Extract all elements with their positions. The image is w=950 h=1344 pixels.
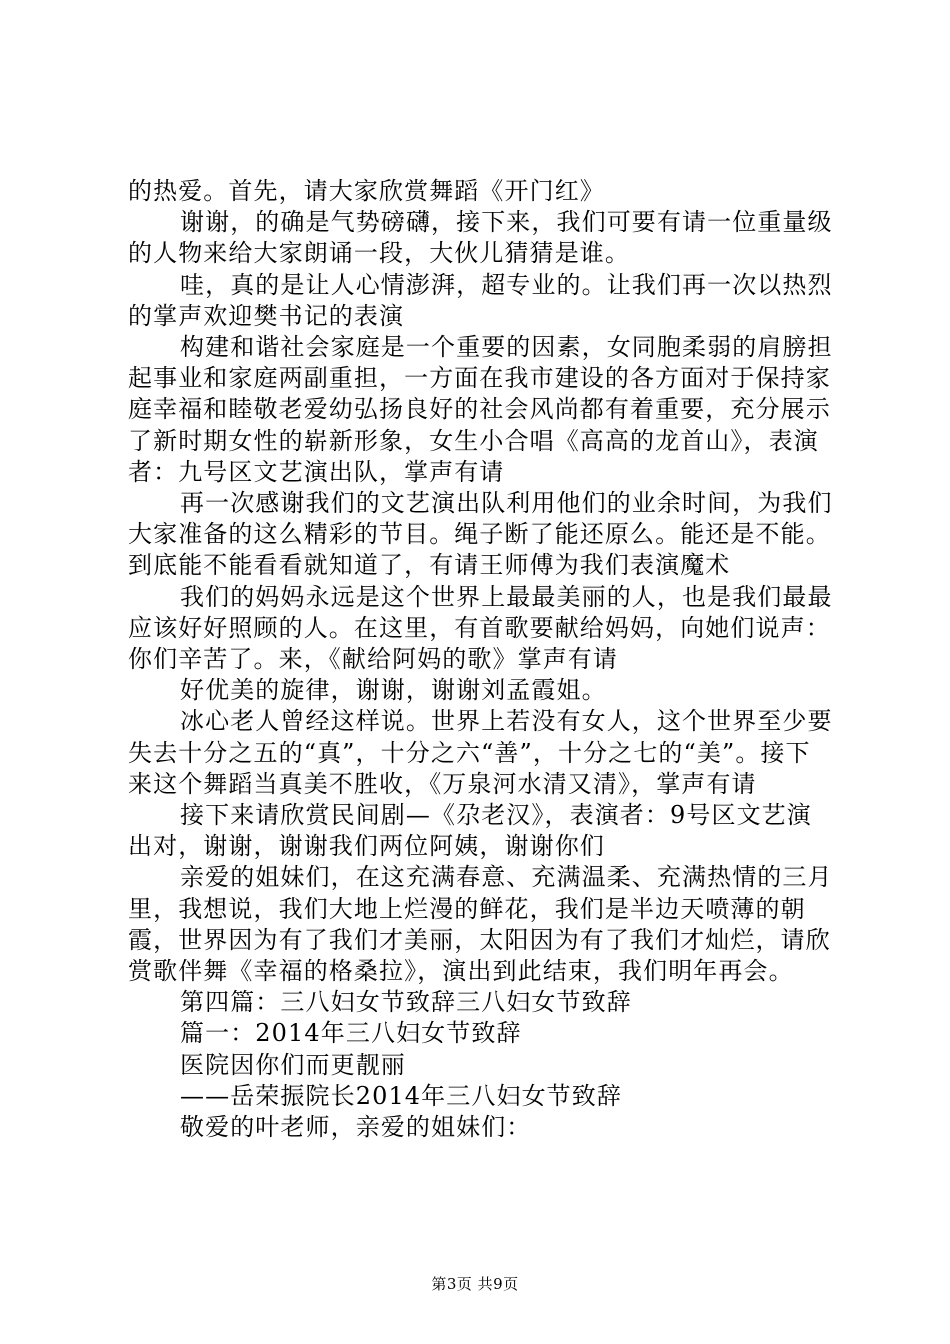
paragraph: 再一次感谢我们的文艺演出队利用他们的业余时间，为我们大家准备的这么精彩的节目。绳子断了能还原么。能还是不能。到底能不能看看就知道了，有请王师傅为我们表演魔术 [128, 489, 833, 580]
speech-title: 医院因你们而更靓丽 [180, 1050, 406, 1079]
salutation: 敬爱的叶老师，亲爱的姐妹们： [180, 1113, 532, 1142]
paragraph: 接下来请欣赏民间剧—《尕老汉》，表演者：9号区文艺演出对，谢谢，谢谢我们两位阿姨，谢谢你们 [128, 801, 812, 861]
paragraph: 谢谢，的确是气势磅礴，接下来，我们可要有请一位重量级的人物来给大家朗诵一段，大伙儿猜猜是谁。 [128, 208, 833, 268]
subsection-heading: 篇一：2014年三八妇女节致辞 [180, 1019, 522, 1048]
paragraph: 冰心老人曾经这样说。世界上若没有女人，这个世界至少要失去十分之五的“真”，十分之六“善”，十分之七的“美”。接下来这个舞蹈当真美不胜收，《万泉河水清又清》，掌声有请 [128, 707, 833, 798]
speech-byline: ——岳荣振院长2014年三八妇女节致辞 [180, 1081, 622, 1110]
paragraph: 亲爱的姐妹们，在这充满春意、充满温柔、充满热情的三月里，我想说，我们大地上烂漫的鲜花，我们是半边天喷薄的朝霞，世界因为有了我们才美丽，太阳因为有了我们才灿烂，请欣赏歌伴舞《幸福的格桑拉》，演出到此结束，我们明年再会。 [128, 863, 833, 986]
paragraph: 的热爱。首先，请大家欣赏舞蹈《开门红》 [128, 177, 605, 205]
paragraph: 好优美的旋律，谢谢，谢谢刘孟霞姐。 [180, 676, 607, 705]
section-heading: 第四篇：三八妇女节致辞三八妇女节致辞 [180, 988, 632, 1017]
paragraph: 构建和谐社会家庭是一个重要的因素，女同胞柔弱的肩膀担起事业和家庭两副重担，一方面在我市建设的各方面对于保持家庭幸福和睦敬老爱幼弘扬良好的社会风尚都有着重要，充分展示了新时期女性的崭新形象，女生小合唱《高高的龙首山》，表演者：九号区文艺演出队，掌声有请 [128, 333, 833, 486]
page-number-footer: 第3页 共9页 [431, 1275, 519, 1293]
paragraph: 哇，真的是让人心情澎湃，超专业的。让我们再一次以热烈的掌声欢迎樊书记的表演 [128, 270, 833, 330]
paragraph: 我们的妈妈永远是这个世界上最最美丽的人，也是我们最最应该好好照顾的人。在这里，有首歌要献给妈妈，向她们说声：你们辛苦了。来，《献给阿妈的歌》掌声有请 [128, 582, 833, 674]
document-body [128, 176, 834, 1143]
